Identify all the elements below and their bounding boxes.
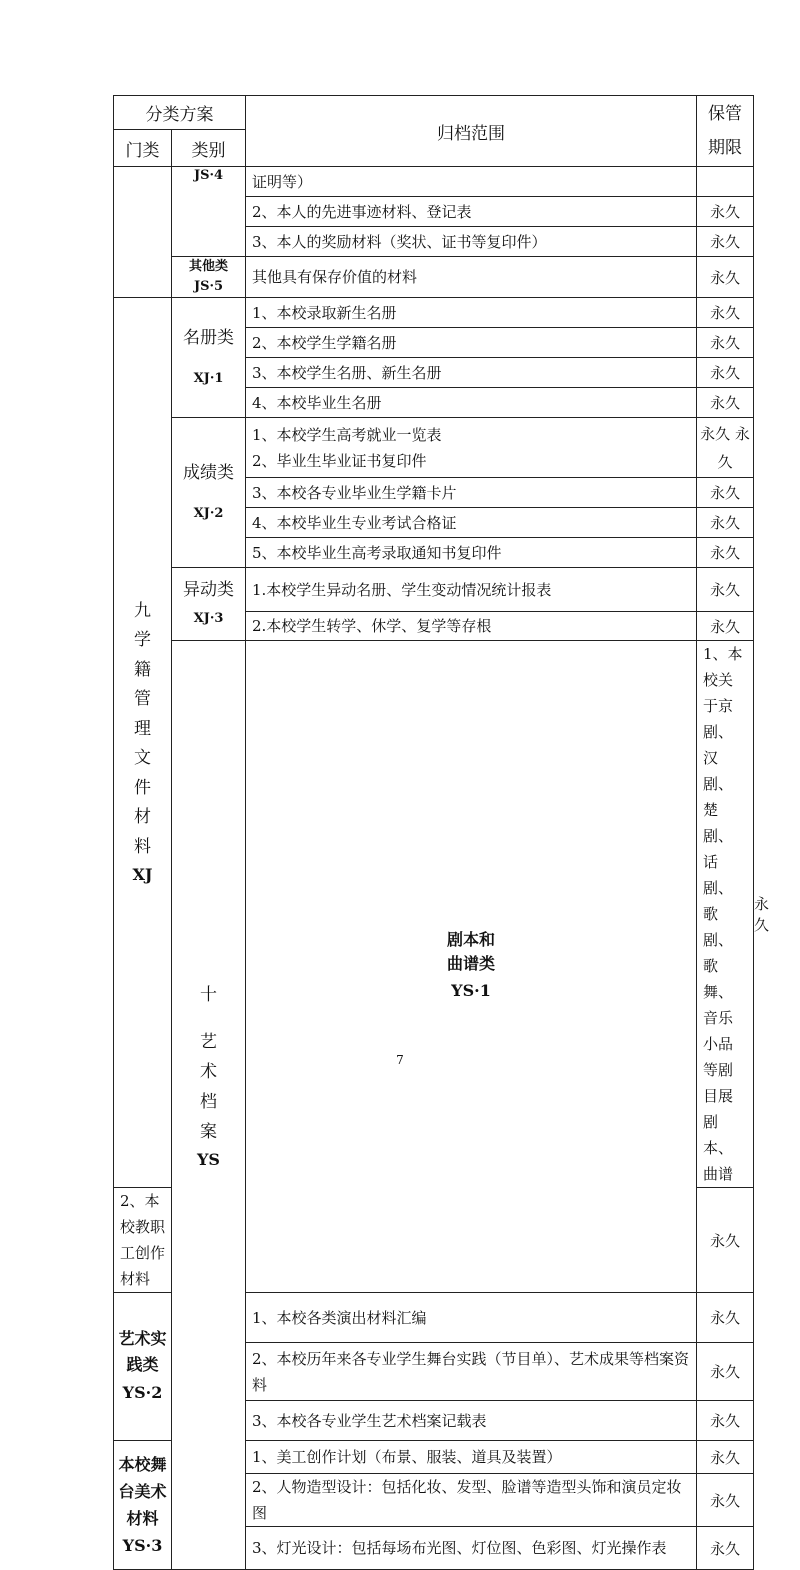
category-name: 成绩类: [183, 462, 234, 483]
scope-cell: [697, 641, 754, 1188]
scope-line: 2、毕业生毕业证书复印件: [252, 451, 427, 470]
category-code: YS·3: [122, 1535, 163, 1555]
archive-table: [113, 95, 770, 1570]
door-char: 材: [134, 807, 151, 828]
period-cell: 永久: [697, 568, 754, 612]
period-cell: 永久: [697, 1343, 754, 1401]
category-cell-ys2: [114, 1293, 172, 1441]
period-cell: 永久: [697, 508, 754, 538]
scope-cell: 3、本校各专业毕业生学籍卡片: [246, 478, 697, 508]
category-name-line: 艺术实: [118, 1328, 167, 1348]
scope-cell: 2、人物造型设计：包括化妆、发型、脸谱等造型头饰和演员定妆图: [246, 1474, 697, 1527]
period-header-line1: 保管: [708, 104, 742, 124]
door-char: 件: [134, 777, 151, 798]
period-line: 永久: [717, 424, 750, 471]
door-char: 理: [134, 718, 151, 739]
scope-cell: 证明等）: [246, 167, 697, 197]
period-cell: 永久: [697, 197, 754, 227]
category-name-line: 本校舞: [118, 1454, 167, 1474]
category-cell-ys3: [114, 1441, 172, 1570]
scope-cell: 3、本校各专业学生艺术档案记载表: [246, 1401, 697, 1441]
category-name: 异动类: [183, 580, 234, 600]
period-header-line2: 期限: [708, 138, 742, 158]
category-cell-xj2: [172, 418, 246, 568]
table-row: [114, 298, 754, 328]
category-code: XJ·3: [193, 611, 224, 626]
scope-cell: 2、本校教职工创作材料: [114, 1188, 172, 1293]
scope-cell: 4、本校毕业生名册: [246, 388, 697, 418]
period-line: 永久: [700, 424, 731, 443]
category-name-line: 践类: [126, 1354, 159, 1374]
door-char: 管: [134, 689, 151, 710]
table-row: [114, 568, 754, 612]
category-cell-js4: [172, 167, 246, 257]
period-cell: 永久: [697, 1188, 754, 1293]
category-cell-xj1: [172, 298, 246, 418]
scope-header: 归档范围: [246, 96, 697, 167]
scope-cell: 1、美工创作计划（布景、服装、道具及装置）: [246, 1441, 697, 1474]
period-cell: [697, 418, 754, 478]
period-cell: 永久: [697, 388, 754, 418]
classification-header: 分类方案: [114, 96, 246, 130]
scope-cell: 3、本人的奖励材料（奖状、证书等复印件）: [246, 227, 697, 257]
category-cell-ys1: [246, 641, 697, 1293]
scope-line: 1、本校学生高考就业一览表: [252, 425, 442, 444]
door-char: 学: [134, 630, 151, 651]
table-row: [114, 257, 754, 298]
period-cell: 永久: [697, 298, 754, 328]
door-char: 料: [134, 836, 151, 857]
category-code: XJ·1: [193, 370, 224, 386]
period-cell: 永久: [697, 1401, 754, 1441]
period-cell: 永久: [697, 478, 754, 508]
header-row-1: [114, 96, 754, 130]
scope-cell: 2、本校学生学籍名册: [246, 328, 697, 358]
period-cell: 永久: [697, 612, 754, 641]
category-cell-js5: [172, 257, 246, 298]
scope-cell: 1.本校学生异动名册、学生变动情况统计报表: [246, 568, 697, 612]
period-cell: 永久: [697, 1474, 754, 1527]
category-cell-xj3: [172, 568, 246, 641]
page-number: 7: [396, 1053, 404, 1067]
scope-cell: 1、本校各类演出材料汇编: [246, 1293, 697, 1343]
category-name: 名册类: [183, 327, 234, 348]
category-code: JS·4: [193, 168, 224, 183]
door-code: XJ: [132, 865, 153, 885]
category-code: YS·1: [451, 980, 491, 1000]
door-code: YS: [197, 1150, 220, 1169]
door-cell-ys: [172, 641, 246, 1570]
scope-line: 1、本校关于京剧、汉剧、楚剧、话剧、歌剧、歌舞、音乐小品等剧: [703, 645, 743, 1079]
category-name-line: 台美术: [118, 1481, 167, 1501]
category-name: 其他类: [188, 259, 228, 274]
scope-cell: 4、本校毕业生专业考试合格证: [246, 508, 697, 538]
period-cell: 永久: [697, 257, 754, 298]
category-code: JS·5: [193, 279, 224, 294]
scope-line: 2、本校历年来各专业学生舞台实践（节目单）、艺术成果等档案资: [252, 1349, 690, 1368]
scope-line: 目展剧本、曲谱: [703, 1087, 734, 1183]
period-cell: 永久: [697, 1527, 754, 1570]
table-row: 十 艺 术 档 案 YS 剧本和 曲谱类 YS·1 1、本校关于京剧、汉剧、楚剧、话剧、歌剧、歌舞、音乐小品等剧 目展剧本、曲谱 永久: [114, 641, 754, 1188]
scope-cell: 2.本校学生转学、休学、复学等存根: [246, 612, 697, 641]
scope-cell: [246, 418, 697, 478]
door-char: 文: [134, 748, 151, 769]
table-row: [114, 167, 754, 197]
scope-cell: 3、本校学生名册、新生名册: [246, 358, 697, 388]
category-name-line: 剧本和: [446, 929, 495, 949]
period-cell: [697, 167, 754, 197]
table-row: [114, 418, 754, 478]
scope-cell: 5、本校毕业生高考录取通知书复印件: [246, 538, 697, 568]
door-char: 九: [134, 600, 151, 621]
door-char: 籍: [134, 659, 151, 680]
door-cell-js: [114, 167, 172, 298]
period-cell: 永久: [697, 1441, 754, 1474]
scope-cell: 2、本人的先进事迹材料、登记表: [246, 197, 697, 227]
period-cell: 永久: [697, 358, 754, 388]
door-char: 术: [200, 1062, 217, 1082]
period-cell: 永久: [697, 1293, 754, 1343]
period-header: [697, 96, 754, 167]
category-code: XJ·2: [193, 505, 224, 521]
scope-line: 料: [252, 1375, 268, 1394]
door-char: 十: [200, 985, 217, 1005]
period-cell: 永久: [697, 538, 754, 568]
period-cell: 永久: [697, 227, 754, 257]
scope-cell: 1、本校录取新生名册: [246, 298, 697, 328]
category-header: 类别: [172, 130, 246, 167]
period-cell: 永久: [697, 328, 754, 358]
door-char: 档: [200, 1092, 217, 1112]
door-header: 门类: [114, 130, 172, 167]
category-name-line: 材料: [126, 1508, 159, 1528]
category-name-line: 曲谱类: [446, 953, 495, 973]
scope-cell: [246, 1343, 697, 1401]
door-char: 案: [200, 1122, 217, 1142]
scope-cell: 其他具有保存价值的材料: [246, 257, 697, 298]
door-char: 艺: [200, 1032, 217, 1052]
scope-cell: 3、灯光设计：包括每场布光图、灯位图、色彩图、灯光操作表: [246, 1527, 697, 1570]
category-code: YS·2: [122, 1382, 163, 1402]
